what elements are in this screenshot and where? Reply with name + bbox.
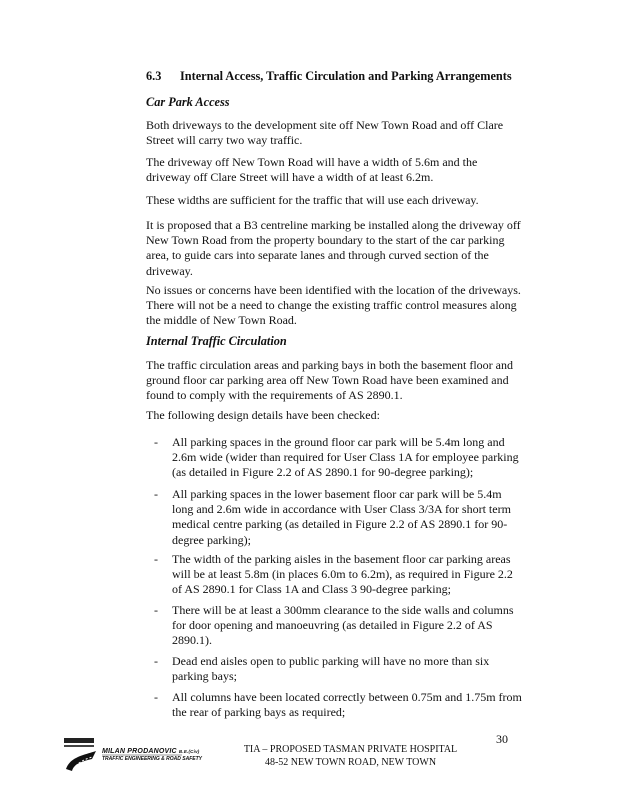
bullet-dash: -: [154, 603, 158, 617]
text-line: driveway.: [146, 263, 193, 278]
text-line: area, to guide cars into separate lanes and through curved section of the: [146, 248, 489, 263]
text-line: of AS 2890.1 for Class 1A and Class 3 90-degree parking;: [172, 582, 451, 597]
text-line: parking bays;: [172, 669, 237, 684]
text-line: The following design details have been checked:: [146, 408, 380, 422]
bullet-dash: -: [154, 690, 158, 704]
section-number: 6.3: [146, 69, 162, 83]
text-line: The width of the parking aisles in the basement floor car parking areas: [172, 552, 511, 566]
paragraph: [146, 408, 526, 423]
footer-text: [228, 744, 473, 769]
footer-line: 48-52 NEW TOWN ROAD, NEW TOWN: [264, 756, 437, 768]
company-logo: [62, 735, 227, 775]
text-line: found to comply with the requirements of AS 2890.1.: [146, 388, 403, 403]
paragraph: [146, 218, 526, 279]
text-line: degree parking);: [172, 532, 251, 547]
text-line: All columns have been located correctly between 0.75m and 1.75m from: [172, 690, 522, 704]
paragraph: [146, 283, 526, 329]
text-line: New Town Road from the property boundary to the start of the car parking: [146, 233, 505, 248]
internal-traffic-heading: Internal Traffic Circulation: [146, 334, 287, 348]
text-line: Both driveways to the development site off New Town Road and off Clare: [146, 118, 504, 132]
text-line: Dead end aisles open to public parking will have no more than six: [172, 654, 490, 668]
paragraph: [146, 193, 526, 208]
paragraph: [146, 358, 526, 404]
text-line: 2890.1).: [172, 633, 212, 648]
text-line: There will not be a need to change the existing traffic control measures along: [146, 298, 517, 313]
text-line: the middle of New Town Road.: [146, 313, 297, 328]
bullet-dash: -: [154, 654, 158, 668]
footer-line: TIA – PROPOSED TASMAN PRIVATE HOSPITAL: [243, 744, 458, 755]
text-line: long and 2.6m wide in accordance with User Class 3/3A for short term: [172, 502, 511, 517]
text-line: The traffic circulation areas and parking bays in both the basement floor and: [146, 358, 513, 372]
bullet-dash: -: [154, 487, 158, 501]
text-line: ground floor car parking area off New Town Road have been examined and: [146, 373, 509, 388]
text-line: All parking spaces in the lower basement floor car park will be 5.4m: [172, 487, 502, 501]
text-line: will be at least 5.8m (in places 6.0m to 6.2m), as required in Figure 2.2: [172, 567, 513, 582]
text-line: All parking spaces in the ground floor car park will be 5.4m long and: [172, 435, 505, 449]
section-title: Internal Access, Traffic Circulation and Parking Arrangements: [180, 69, 512, 83]
text-line: driveway off Clare Street will have a width of at least 6.2m.: [146, 170, 434, 185]
bullet-dash: -: [154, 552, 158, 566]
section-heading: [146, 69, 512, 84]
text-line: Street will carry two way traffic.: [146, 133, 303, 148]
logo-name: MILAN PRODANOVIC B.E.(Civ): [102, 748, 200, 755]
road-curve-logo-icon: [62, 735, 227, 775]
text-line: No issues or concerns have been identified with the location of the driveways.: [146, 283, 521, 297]
text-line: 2.6m wide (wider than required for User Class 1A for employee parking: [172, 450, 519, 465]
text-line: for door opening and manoeuvring (as detailed in Figure 2.2 of AS: [172, 618, 493, 633]
logo-tagline: TRAFFIC ENGINEERING & ROAD SAFETY: [102, 756, 203, 762]
text-line: the rear of parking bays as required;: [172, 705, 346, 720]
paragraph: [146, 155, 526, 185]
text-line: These widths are sufficient for the traffic that will use each driveway.: [146, 193, 479, 207]
text-line: The driveway off New Town Road will have a width of 5.6m and the: [146, 155, 478, 169]
bullet-dash: -: [154, 435, 158, 449]
car-park-access-heading: Car Park Access: [146, 95, 230, 109]
text-line: (as detailed in Figure 2.2 of AS 2890.1 for 90-degree parking);: [172, 465, 474, 480]
text-line: It is proposed that a B3 centreline marking be installed along the driveway off: [146, 218, 521, 232]
page-number: 30: [496, 732, 508, 746]
text-line: medical centre parking (as detailed in Figure 2.2 of AS 2890.1 for 90-: [172, 517, 508, 532]
text-line: There will be at least a 300mm clearance to the side walls and columns: [172, 603, 514, 617]
paragraph: [146, 118, 526, 148]
